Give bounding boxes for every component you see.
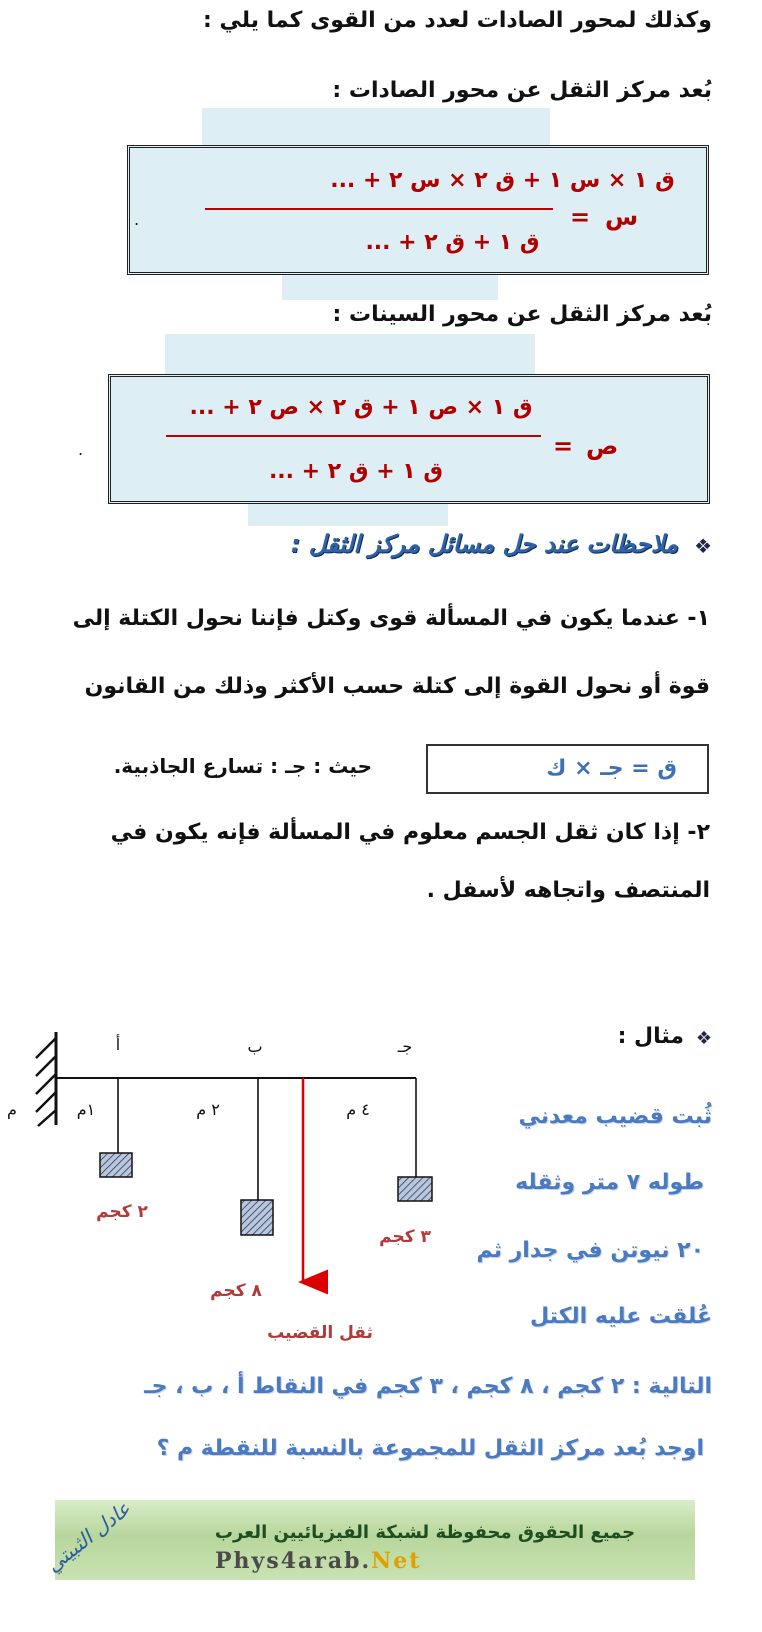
- x-axis-heading: بُعد مركز الثقل عن محور الصادات :: [332, 78, 712, 103]
- x-formula-end-mark: .: [134, 210, 140, 229]
- rod-weight-label: ثقل القضيب: [267, 1323, 373, 1343]
- footer-site: [215, 1548, 421, 1574]
- distance-label-3: ٤ م: [346, 1100, 370, 1119]
- wall-point-label: م: [7, 1100, 17, 1119]
- mass-box-c: [398, 1177, 432, 1201]
- example-line-3: ٢٠ نيوتن في جدار ثم: [476, 1238, 704, 1263]
- x-formula-equals: =: [570, 203, 591, 231]
- point-label-a: أ: [115, 1035, 121, 1054]
- mass-box-b: [241, 1200, 273, 1235]
- footer-banner: [55, 1500, 695, 1580]
- x-formula-variable: س: [605, 203, 639, 231]
- intro-line: وكذلك لمحور الصادات لعدد من القوى كما يلي :: [203, 8, 712, 33]
- distance-label-1: ١م: [76, 1100, 96, 1119]
- footer-rights: جميع الحقوق محفوظة لشبكة الفيزيائيين العرب: [214, 1522, 636, 1543]
- note-2-line-2: المنتصف واتجاهه لأسفل .: [426, 878, 710, 903]
- footer-site-main: Phys4arab.: [215, 1548, 372, 1574]
- x-formula-fraction-bar: [205, 208, 553, 210]
- y-formula-variable: ص: [586, 432, 619, 460]
- x-formula-shade-top: [202, 108, 550, 148]
- mass-label-c: ٣ كجم: [379, 1227, 431, 1247]
- note-2-line-1: ٢- إذا كان ثقل الجسم معلوم في المسألة فإنه يكون في: [110, 820, 710, 845]
- y-axis-heading: بُعد مركز الثقل عن محور السينات :: [332, 302, 712, 327]
- example-bullet-icon: ❖: [695, 1028, 712, 1049]
- gravity-note: حيث : جـ : تسارع الجاذبية.: [113, 754, 372, 778]
- mass-label-b: ٨ كجم: [210, 1281, 262, 1301]
- law-formula: ق = جـ × ك: [546, 756, 677, 781]
- x-formula-box: [127, 145, 709, 275]
- y-formula-shade-top: [165, 334, 535, 376]
- example-label: مثال :: [617, 1024, 684, 1049]
- notes-title: ملاحظات عند حل مسائل مركز الثقل :: [290, 530, 678, 558]
- mass-label-a: ٢ كجم: [96, 1202, 148, 1222]
- y-formula-denominator: ق ١ + ق ٢ + ...: [268, 459, 444, 484]
- example-line-4: عُلقت عليه الكتل: [530, 1304, 712, 1329]
- y-formula-end-mark: .: [78, 440, 84, 459]
- distance-label-2: ٢ م: [196, 1100, 220, 1119]
- y-formula-box: [108, 374, 710, 504]
- point-label-c: جـ: [397, 1037, 413, 1056]
- law-box: [426, 744, 709, 794]
- y-formula-numerator: ق ١ × ص ١ + ق ٢ × ص ٢ + ...: [189, 395, 533, 420]
- x-formula-numerator: ق ١ × س ١ + ق ٢ × س ٢ + ...: [330, 168, 675, 193]
- example-line-5: التالية : ٢ كجم ، ٨ كجم ، ٣ كجم في النقاط أ ، ب ، جـ: [144, 1374, 712, 1399]
- example-question: اوجد بُعد مركز الثقل للمجموعة بالنسبة للنقطة م ؟: [156, 1436, 704, 1461]
- point-label-b: ب: [247, 1037, 263, 1056]
- signature-text: عادل الثبيتي: [41, 1496, 136, 1577]
- example-line-2: طوله ٧ متر وثقله: [515, 1170, 704, 1195]
- example-line-1: ثُبت قضيب معدني: [518, 1104, 712, 1129]
- rod-diagram: [0, 1020, 470, 1380]
- note-1-line-2: قوة أو نحول القوة إلى كتلة حسب الأكثر وذلك من القانون: [84, 674, 710, 699]
- signature: [21, 1474, 159, 1603]
- note-1-line-1: ١- عندما يكون في المسألة قوى وكتل فإننا نحول الكتلة إلى: [72, 606, 710, 631]
- wall-icon: [36, 1032, 56, 1126]
- footer-site-net: Net: [371, 1548, 422, 1574]
- notes-bullet-icon: ❖: [694, 534, 712, 558]
- y-formula-equals: =: [553, 432, 574, 460]
- x-formula-denominator: ق ١ + ق ٢ + ...: [365, 230, 540, 255]
- mass-box-a: [100, 1153, 132, 1177]
- y-formula-fraction-bar: [166, 435, 541, 437]
